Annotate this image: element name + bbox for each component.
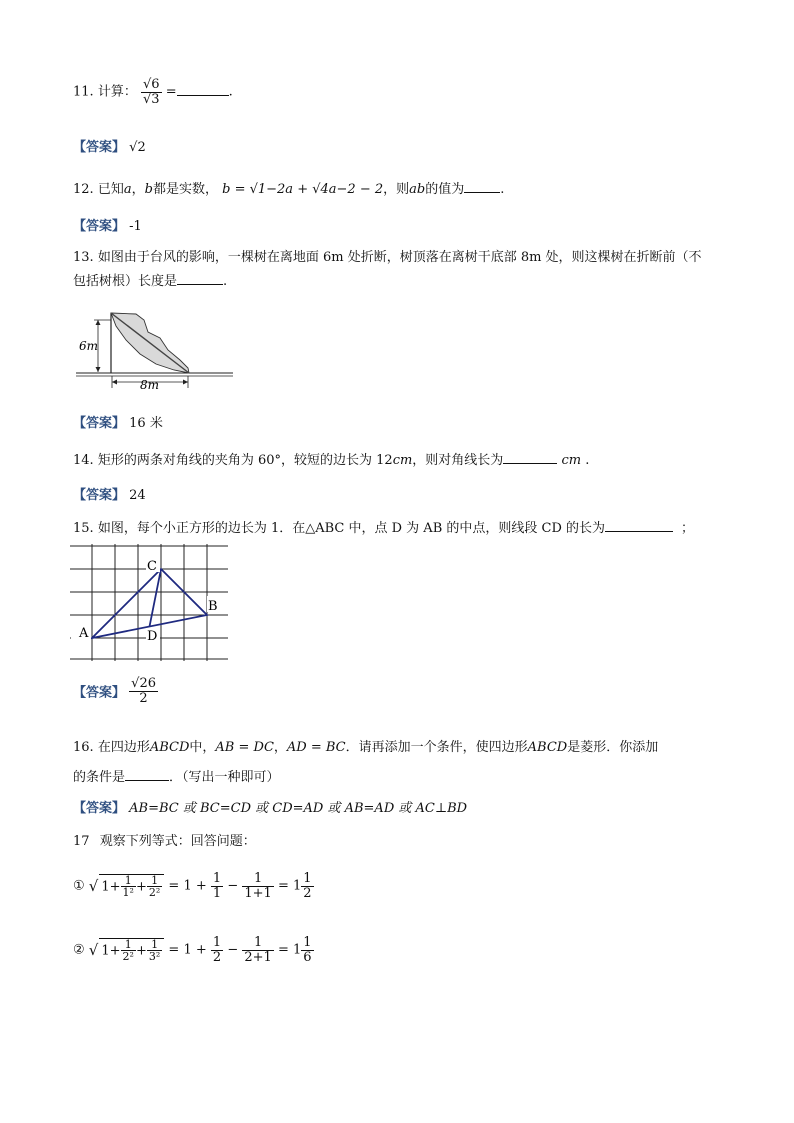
answer-tag: 【答案】 — [73, 219, 126, 234]
equation-1: ① √1+ $\frac{1}{\text{1²}}$ + $\frac{1}{\text{2²}}$ = 1 + $\frac{1}{1}$ − $\frac{1}{1+1}$ = 1 $\frac{1}{2}$ — [73, 871, 312, 901]
question-15: 15. 如图，每个小正方形的边长为 1．在△ABC 中，点 D 为 AB 的中点，则线段 CD 的长为 ； — [73, 521, 695, 536]
question-11: 11. 计算： $\frac{√6}{√3}$ = . — [73, 77, 233, 107]
label-6m: 6m — [79, 339, 99, 353]
question-14: 14. 矩形的两条对角线的夹角为 60°，较短的边长为 12cm，则对角线长为 cm . — [73, 453, 590, 468]
point-b-label: B — [208, 599, 218, 614]
answer-fraction: $\frac{√26}{2}$ — [131, 676, 156, 706]
answer-value: AB=BC 或 BC=CD 或 CD=AD 或 AB=AD 或 AC⊥BD — [129, 801, 468, 816]
answer-tag: 【答案】 — [73, 801, 126, 816]
answer-blank — [605, 519, 673, 532]
equation-2: ② √1+ $\frac{1}{\text{2²}}$ + $\frac{1}{\text{3²}}$ = 1 + $\frac{1}{2}$ − $\frac{1}{2+1}$ = 1 $\frac{1}{6}$ — [73, 935, 312, 965]
question-16: 16. 在四边形ABCD中，AB = DC，AD = BC．请再添加一个条件，使四边形ABCD是菱形．你添加 的条件是 ．（写出一种即可） — [73, 740, 659, 785]
answer-value: 16 米 — [129, 416, 163, 431]
question-number: 11. — [73, 84, 94, 100]
circled-number: ② — [73, 942, 85, 958]
answer-value: -1 — [129, 219, 142, 234]
circled-number: ① — [73, 878, 85, 894]
answer-blank — [177, 272, 223, 285]
grid-triangle-figure — [70, 544, 230, 662]
point-c-label: C — [147, 559, 157, 574]
answer-tag: 【答案】 — [73, 140, 126, 155]
answer-15 — [73, 677, 158, 705]
sqrt-sign: √ — [88, 877, 99, 896]
answer-value: 24 — [129, 488, 146, 503]
question-number: 16. — [73, 740, 94, 755]
fraction: $\frac{√6}{√3}$ — [142, 77, 160, 107]
question-number: 14. — [73, 453, 94, 468]
broken-trunk — [111, 313, 189, 373]
answer-tag: 【答案】 — [73, 488, 126, 503]
math-expression: b = √1−2a + √4a−2 − 2 — [222, 182, 384, 197]
point-d-label: D — [147, 629, 158, 644]
question-number: 12. — [73, 182, 94, 197]
label-8m: 8m — [140, 378, 160, 392]
answer-12 — [73, 215, 142, 234]
question-text: 计算： — [97, 84, 137, 100]
question-13: 13. 如图由于台风的影响，一棵树在离地面 6m 处折断，树顶落在离树干底部 8m 处，则这棵树在折断前（不 包括树根）长度是 . — [73, 250, 702, 289]
question-number: 17 — [73, 834, 90, 849]
triangle-abc — [92, 569, 207, 638]
answer-blank — [177, 83, 229, 96]
answer-value: √2 — [129, 140, 146, 155]
answer-16 — [73, 797, 467, 816]
question-12: 12. 已知a，b都是实数， b = √1−2a + √4a−2 − 2，则ab的值为 . — [73, 182, 505, 197]
question-17: 17 观察下列等式：回答问题： — [73, 834, 256, 849]
answer-blank — [464, 180, 500, 193]
sqrt-sign: √ — [88, 941, 99, 960]
answer-tag: 【答案】 — [73, 416, 126, 431]
answer-14 — [73, 484, 146, 503]
question-number: 15. — [73, 521, 94, 536]
answer-tag: 【答案】 — [73, 685, 126, 701]
answer-blank — [503, 451, 557, 464]
answer-blank — [125, 768, 169, 781]
answer-13 — [73, 412, 163, 431]
question-number: 13. — [73, 250, 94, 265]
tree-figure — [76, 308, 236, 392]
point-a-label: A — [79, 626, 89, 641]
answer-11 — [73, 136, 146, 155]
